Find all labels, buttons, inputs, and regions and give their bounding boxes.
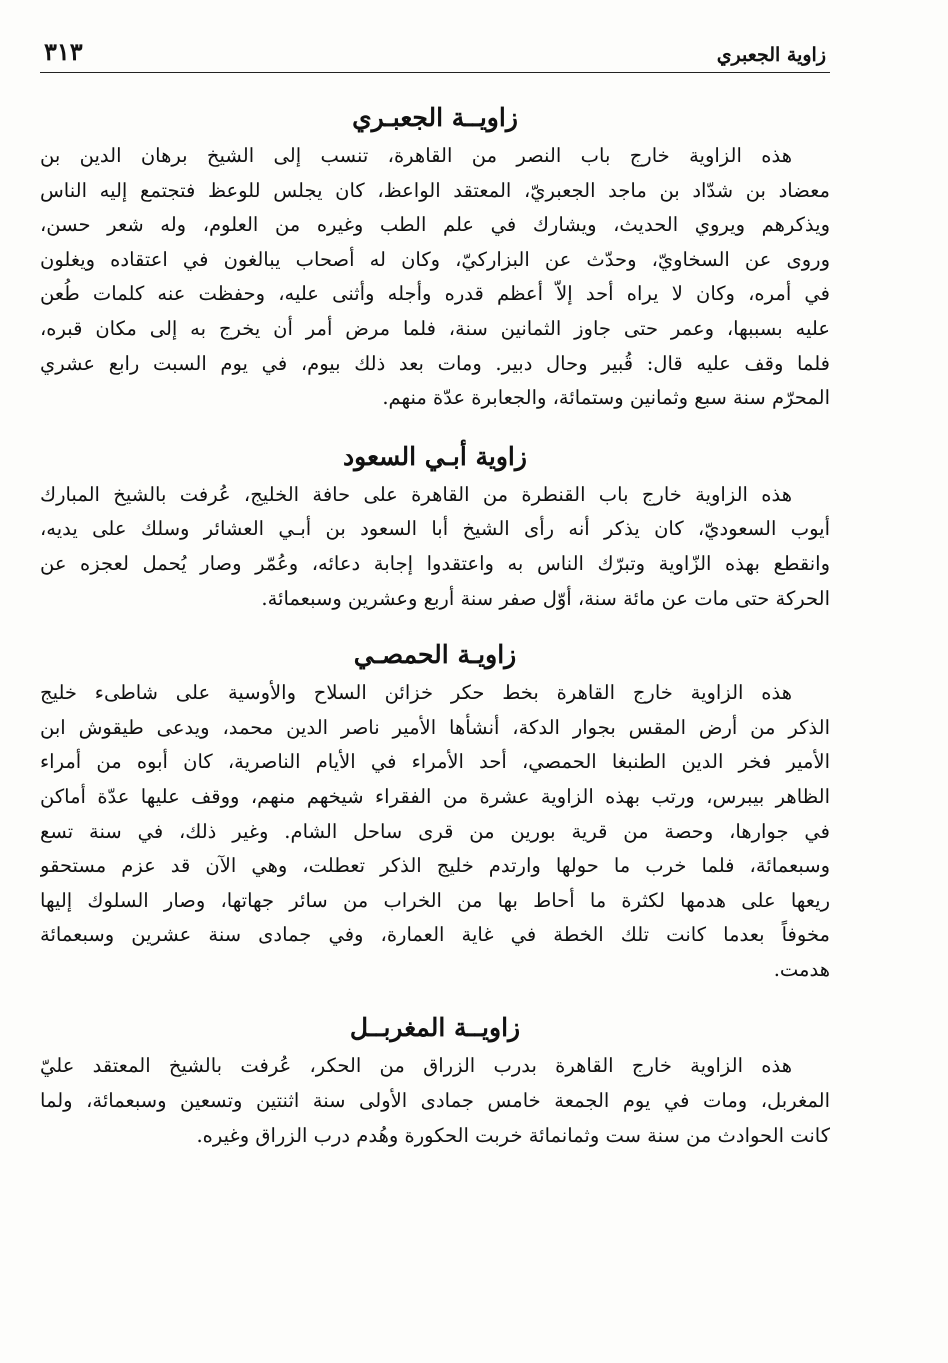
- text-line: وسبعمائة، فلما خرب ما حولها وارتدم خليج الذكر تعطلت، وهي الآن قد عزم مستحقو: [40, 854, 830, 878]
- text-line: هذه الزاوية خارج القاهرة بخط حكر خزائن السلاح والأوسية على شاطىء خليج: [40, 681, 792, 705]
- paragraph-himsi: [40, 676, 830, 987]
- page-number: ٣١٣: [44, 37, 83, 66]
- text-line: وانقطع بهذه الزّاوية وتبرّك الناس به واعتقدوا إجابة دعائه، وعُمّر وصار يُحمل لعجزه عن: [40, 551, 830, 575]
- text-line: في أمره، وكان لا يراه أحد إلاّ أعظم قدره وأجله وأثنى عليه، وحفظت عنه كلمات طُعن: [40, 282, 830, 306]
- text-line: الحركة حتى مات عن مائة سنة، أوّل صفر سنة أربع وعشرين وسبعمائة.: [261, 586, 830, 610]
- book-page: [40, 30, 830, 1340]
- running-header: [40, 30, 830, 73]
- text-line: عليه بسببها، وعمر حتى جاوز الثمانين سنة، فلما مرض أمر أن يخرج به إلى مكان قبره،: [40, 316, 830, 340]
- section-title-mughrabil: زاويــة المغربــل: [349, 1013, 521, 1043]
- text-line: الأمير فخر الدين الطنبغا الحمصي، أحد الأمراء في الأيام الناصرية، كان أبوه من أمراء: [40, 750, 830, 774]
- text-line: مخوفاً بعدما كانت تلك الخطة في غاية العمارة، وفي جمادى سنة عشرين وسبعمائة: [40, 923, 830, 947]
- section-title-himsi: زاويـة الحمصـي: [353, 640, 517, 670]
- text-line: هذه الزاوية خارج باب القنطرة من القاهرة على حافة الخليج، عُرفت بالشيخ المبارك: [40, 482, 792, 506]
- text-line: كانت الحوادث من سنة ست وثمانمائة خربت الحكورة وهُدم درب الزراق وغيره.: [196, 1123, 830, 1147]
- text-line: وروى عن السخاويّ، وحدّث عن البزاركيّ، وكان له أصحاب يبالغون في اعتقاده ويغلون: [40, 247, 830, 271]
- text-line: المحرّم سنة سبع وثمانين وستمائة، والجعابرة عدّة منهم.: [382, 386, 830, 410]
- text-line: في جوارها، وحصة من قرية بورين من قرى ساحل الشام. وغير ذلك، في سنة تسع: [40, 819, 830, 843]
- paragraph-abi-alsuud: [40, 478, 830, 616]
- text-line: الظاهر بيبرس، ورتب بهذه الزاوية عشرة من الفقراء شيخهم منهم، ووقف عليها عدّة أماكن: [40, 784, 830, 808]
- text-line: معضاد بن شدّاد بن ماجد الجعبريّ، المعتقد الواعظ، كان يجلس للوعظ فتجتمع إليه الناس: [40, 178, 830, 202]
- text-line: ريعها على هدمها لكثرة ما أحاط بها من الخراب من سائر جهاتها، وصار السلوك إليها: [40, 888, 830, 912]
- text-line: هذه الزاوية خارج باب النصر من القاهرة، تنسب إلى الشيخ برهان الدين بن: [40, 144, 792, 167]
- text-line: أيوب السعوديّ، كان يذكر أنه رأى الشيخ أبا السعود بن أبـي العشائر وسلك على يديه،: [40, 517, 830, 541]
- paragraph-mughrabil: [40, 1049, 830, 1153]
- paragraph-jaabari: [40, 139, 830, 416]
- section-title-abi-alsuud: زاوية أبـي السعود: [343, 441, 527, 471]
- text-line: ويذكرهم ويروي الحديث، ويشارك في علم الطب وغيره من العلوم، وله شعر حسن،: [40, 213, 830, 237]
- text-line: الذكر من أرض المقس بجوار الدكة، أنشأها الأمير ناصر الدين محمد، ويدعى طيقوش ابن: [40, 715, 830, 739]
- text-line: فلما وقف عليه قال: قُبير وحال دبير. ومات بعد ذلك بيوم، في يوم السبت رابع عشري: [40, 351, 830, 375]
- text-line: هذه الزاوية خارج القاهرة بدرب الزراق من الحكر، عُرفت بالشيخ المعتقد عليّ: [40, 1054, 792, 1078]
- running-title: زاوية الجعبري: [716, 44, 826, 66]
- text-line: هدمت.: [773, 957, 830, 981]
- text-line: المغربل، ومات في يوم الجمعة خامس جمادى الأولى سنة اثنتين وتسعين وسبعمائة، ولما: [40, 1089, 830, 1113]
- section-title-jaabari: زاويــة الجعبـري: [352, 103, 518, 132]
